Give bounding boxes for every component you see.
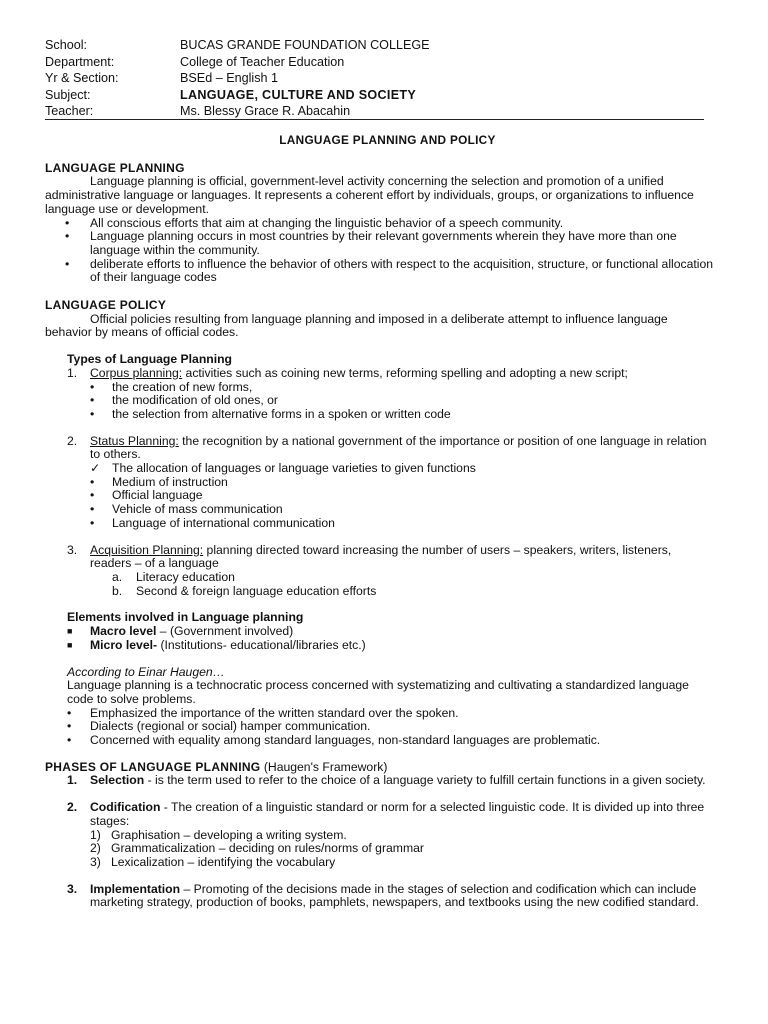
list-item-text: Dialects (regional or social) hamper communication. bbox=[90, 719, 371, 734]
list-item bbox=[45, 217, 715, 231]
corpus-planning-item bbox=[45, 367, 715, 381]
language-planning-paragraph: Language planning is official, government-level activity concerning the selection and promotion of a unified administrative language or languages. It represents a coherent effort by individuals, groups, or organizations to influence language use or development. bbox=[45, 174, 694, 216]
list-item bbox=[45, 476, 715, 490]
bullet-icon: • bbox=[65, 256, 70, 271]
check-icon: ✓ bbox=[90, 461, 101, 476]
list-item bbox=[45, 734, 715, 748]
square-bullet-icon: ■ bbox=[67, 639, 73, 650]
list-item-text: the selection from alternative forms in a spoken or written code bbox=[112, 406, 451, 421]
list-item-text: Vehicle of mass communication bbox=[112, 502, 283, 517]
status-planning-item bbox=[45, 435, 715, 462]
list-item-text: the creation of new forms, bbox=[112, 379, 253, 394]
bullet-icon: • bbox=[90, 515, 95, 530]
list-item bbox=[45, 707, 715, 721]
selection-desc: - is the term used to refer to the choice of a language variety to fulfill certain functions in a given society. bbox=[144, 773, 706, 788]
bullet-icon: • bbox=[90, 379, 95, 394]
list-item bbox=[45, 585, 715, 599]
list-number: 1. bbox=[67, 365, 78, 380]
phases-heading-suffix: (Haugen's Framework) bbox=[260, 759, 388, 774]
spacer bbox=[45, 148, 715, 162]
bullet-icon: • bbox=[65, 215, 70, 230]
language-policy-paragraph: Official policies resulting from language planning and imposed in a deliberate attempt to influence language behavior by means of official codes. bbox=[45, 311, 668, 340]
list-item bbox=[45, 829, 715, 843]
list-item bbox=[45, 517, 715, 531]
list-number: 2. bbox=[67, 433, 78, 448]
list-letter: b. bbox=[112, 583, 123, 598]
macro-level-desc: – (Government involved) bbox=[156, 624, 294, 639]
bullet-icon: • bbox=[90, 502, 95, 517]
list-number: 2. bbox=[67, 800, 78, 815]
list-item-text: Second & foreign language education efforts bbox=[136, 583, 377, 598]
bullet-icon: • bbox=[67, 719, 72, 734]
corpus-planning-term: Corpus planning: bbox=[90, 365, 183, 380]
elements-heading: Elements involved in Language planning bbox=[67, 610, 304, 625]
list-item bbox=[45, 720, 715, 734]
spacer bbox=[45, 285, 715, 299]
acquisition-planning-term: Acquisition Planning: bbox=[90, 542, 204, 557]
phases-heading-line bbox=[45, 761, 715, 775]
language-policy-heading: LANGUAGE POLICY bbox=[45, 298, 167, 313]
list-item bbox=[45, 258, 715, 285]
bullet-icon: • bbox=[67, 705, 72, 720]
list-number: 2) bbox=[90, 841, 101, 856]
subject-value: LANGUAGE, CULTURE AND SOCIETY bbox=[180, 87, 417, 102]
bullet-icon: • bbox=[90, 474, 95, 489]
haugen-paragraph: Language planning is a technocratic process concerned with systematizing and cultivating a standardized language code to solve problems. bbox=[67, 678, 689, 706]
header-row-school bbox=[45, 38, 703, 55]
implementation-item bbox=[45, 883, 715, 910]
list-item bbox=[45, 842, 715, 856]
document-body bbox=[45, 134, 715, 910]
list-item-text: Language of international communication bbox=[112, 515, 335, 530]
micro-level-term: Micro level- bbox=[90, 637, 158, 652]
list-item bbox=[45, 639, 715, 653]
list-item-text: Grammaticalization – deciding on rules/norms of grammar bbox=[111, 841, 424, 856]
list-item-text: The allocation of languages or language varieties to given functions bbox=[112, 461, 476, 476]
list-number: 3) bbox=[90, 854, 101, 869]
status-planning-desc: the recognition by a national government of the importance or position of one language in relation to others. bbox=[90, 433, 707, 462]
list-item bbox=[45, 394, 715, 408]
list-item bbox=[45, 408, 715, 422]
list-letter: a. bbox=[112, 569, 123, 584]
header-row-section bbox=[45, 71, 703, 88]
codification-item bbox=[45, 801, 715, 828]
list-item bbox=[45, 381, 715, 395]
bullet-icon: • bbox=[65, 229, 70, 244]
list-item bbox=[45, 571, 715, 585]
teacher-value: Ms. Blessy Grace R. Abacahin bbox=[180, 104, 351, 119]
document-title: LANGUAGE PLANNING AND POLICY bbox=[279, 133, 496, 147]
list-item-text: Concerned with equality among standard languages, non-standard languages are problematic. bbox=[90, 733, 601, 748]
list-item-text: Graphisation – developing a writing system. bbox=[111, 827, 347, 842]
list-item bbox=[45, 489, 715, 503]
header-divider bbox=[45, 119, 704, 120]
acquisition-planning-desc: planning directed toward increasing the number of users – speakers, writers, listeners, readers – of a language bbox=[90, 542, 672, 571]
list-item bbox=[45, 503, 715, 517]
school-value: BUCAS GRANDE FOUNDATION COLLEGE bbox=[180, 38, 430, 53]
list-item-text: Language planning occurs in most countries by their relevant governments wherein they have more than one language within the community. bbox=[90, 229, 677, 257]
corpus-planning-desc: activities such as coining new terms, reforming spelling and adopting a new script; bbox=[182, 365, 628, 380]
school-label: School: bbox=[45, 38, 88, 53]
list-item-text: Medium of instruction bbox=[112, 474, 228, 489]
list-item bbox=[45, 230, 715, 257]
list-item-text: the modification of old ones, or bbox=[112, 393, 278, 408]
header-info bbox=[45, 38, 703, 121]
micro-level-desc: (Institutions- educational/libraries etc.) bbox=[157, 637, 366, 652]
codification-desc: - The creation of a linguistic standard or norm for a selected linguistic code. It is divided up into three stages: bbox=[90, 800, 705, 828]
acquisition-planning-item bbox=[45, 544, 715, 571]
bullet-icon: • bbox=[90, 393, 95, 408]
bullet-icon: • bbox=[90, 488, 95, 503]
square-bullet-icon: ■ bbox=[67, 626, 73, 637]
bullet-icon: • bbox=[90, 406, 95, 421]
list-number: 3. bbox=[67, 542, 78, 557]
selection-term: Selection bbox=[90, 773, 145, 788]
list-item bbox=[45, 462, 715, 476]
implementation-desc: – Promoting of the decisions made in the stages of selection and codification which can include marketing strategy, production of books, pamphlets, newspapers, and textbooks using the new codified standard. bbox=[90, 881, 699, 910]
list-item-text: deliberate efforts to influence the behavior of others with respect to the acquisition, structure, or functional allocation of their language codes bbox=[90, 256, 714, 285]
list-item-text: Emphasized the importance of the written standard over the spoken. bbox=[90, 705, 459, 720]
bullet-icon: • bbox=[67, 733, 72, 748]
list-number: 1. bbox=[67, 773, 78, 788]
macro-level-term: Macro level bbox=[90, 624, 157, 639]
list-number: 1) bbox=[90, 827, 101, 842]
language-planning-heading: LANGUAGE PLANNING bbox=[45, 160, 185, 175]
header-row-subject bbox=[45, 88, 703, 105]
codification-term: Codification bbox=[90, 800, 161, 815]
section-value: BSEd – English 1 bbox=[180, 71, 279, 86]
list-item-text: Lexicalization – identifying the vocabulary bbox=[111, 854, 336, 869]
selection-item bbox=[45, 774, 715, 788]
implementation-term: Implementation bbox=[90, 881, 181, 896]
teacher-label: Teacher: bbox=[45, 104, 94, 119]
section-label: Yr & Section: bbox=[45, 71, 119, 86]
department-label: Department: bbox=[45, 54, 115, 69]
haugen-intro: According to Einar Haugen… bbox=[67, 664, 225, 679]
status-planning-term: Status Planning: bbox=[90, 433, 179, 448]
list-item-text: Literacy education bbox=[136, 569, 235, 584]
list-item-text: All conscious efforts that aim at changing the linguistic behavior of a speech community. bbox=[90, 215, 564, 230]
department-value: College of Teacher Education bbox=[180, 54, 345, 69]
list-item bbox=[45, 856, 715, 870]
phases-heading: PHASES OF LANGUAGE PLANNING bbox=[45, 759, 261, 774]
header-row-department bbox=[45, 55, 703, 72]
types-heading: Types of Language Planning bbox=[67, 352, 232, 367]
list-number: 3. bbox=[67, 881, 78, 896]
spacer bbox=[45, 653, 715, 666]
list-item bbox=[45, 625, 715, 639]
list-item-text: Official language bbox=[112, 488, 203, 503]
subject-label: Subject: bbox=[45, 87, 91, 102]
